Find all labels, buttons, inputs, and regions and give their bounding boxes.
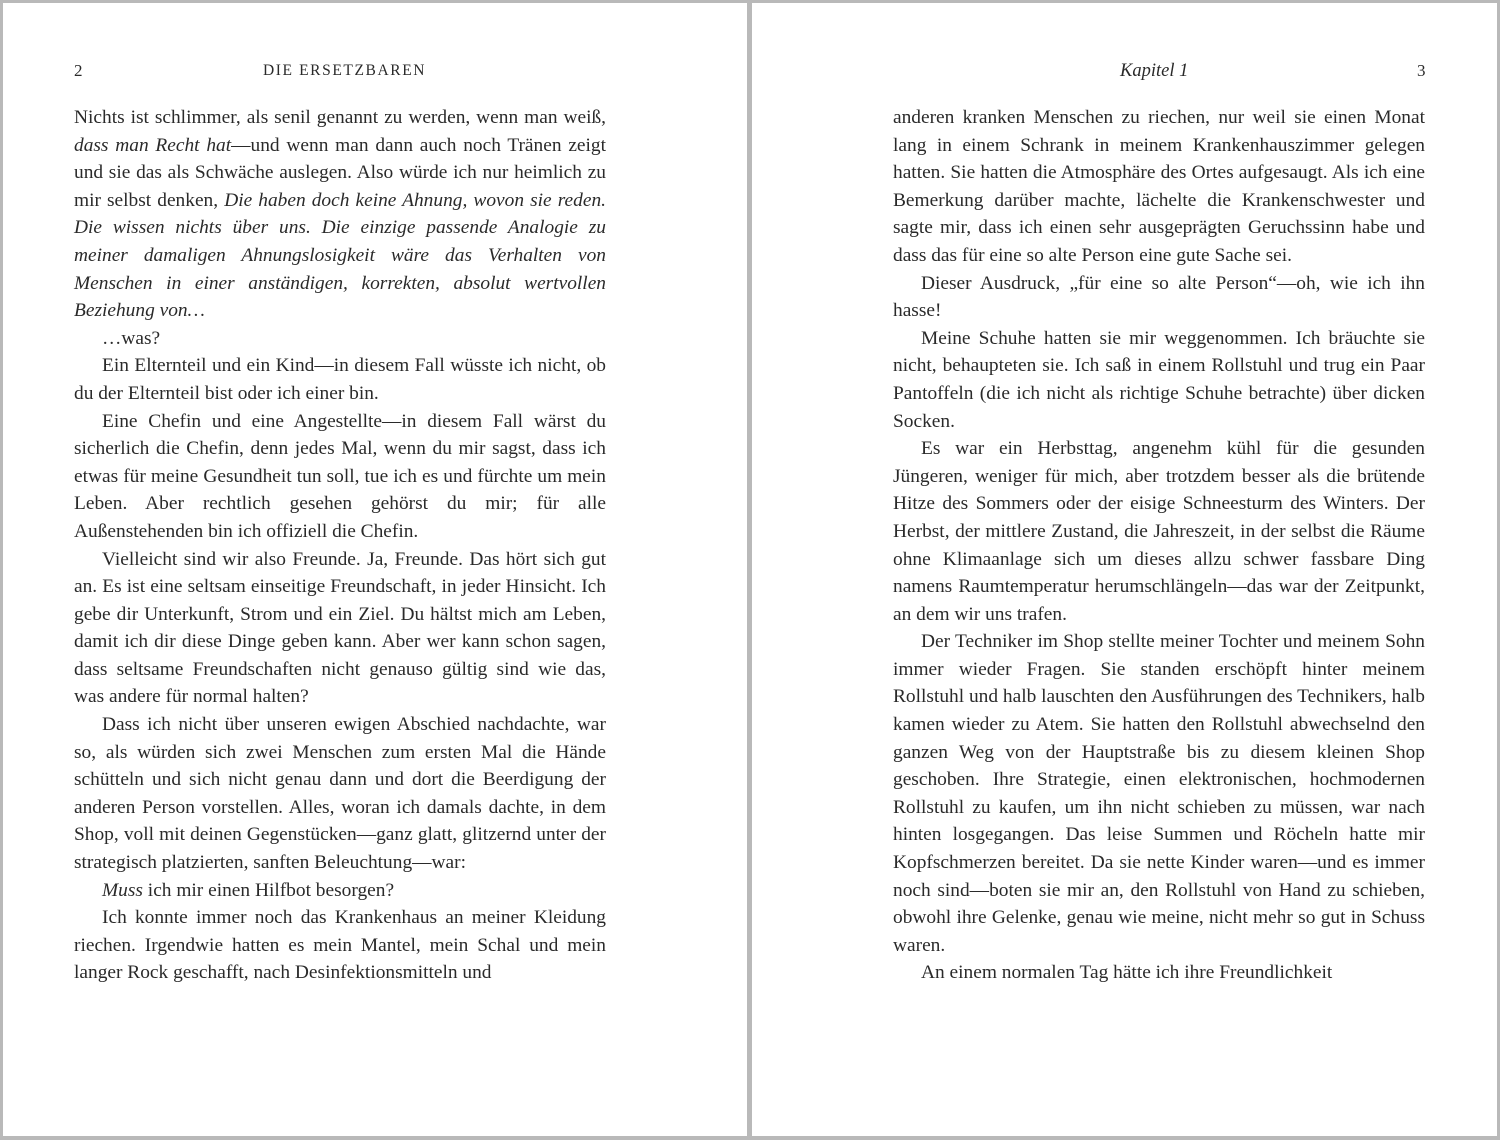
paragraph [893, 435, 1425, 628]
text-segment: —und wenn man dann auch noch Tränen zeigt und sie das als Schwäche auslegen. Also würde ich nur heimlich zu mir selbst denken, [74, 134, 606, 211]
text-segment: Dieser Ausdruck, „für eine so alte Person“—oh, wie ich ihn hasse! [893, 272, 1425, 322]
text-segment: An einem normalen Tag hätte ich ihre Freundlichkeit [921, 962, 1333, 984]
text-segment: anderen kranken Menschen zu riechen, nur weil sie einen Monat lang in einem Schrank in meinem Krankenhauszimmer gelegen hatten. Sie hatten die Atmosphäre des Ortes aufgesaugt. Als ich eine Bemerkung darüber machte, lächelte die Krankenschwester und sagte mir, dass ich einen sehr ausgeprägten Geruchssinn habe und dass das für eine so alte Person eine gute Sache sei. [893, 107, 1425, 266]
paragraph [74, 877, 606, 905]
page-number: 2 [74, 61, 83, 80]
right-page [752, 3, 1497, 1136]
italic-text: dass man Recht hat [74, 134, 232, 156]
italic-text: Die haben doch keine Ahnung, wovon sie reden. Die wissen nichts über uns. Die einzige passende Analogie zu meiner damaligen Ahnungslosigkeit wäre das Verhalten von Menschen in einer anständigen, korrekten, absolut wertvollen Beziehung von… [74, 189, 606, 322]
text-segment: Es war ein Herbsttag, angenehm kühl für die gesunden Jüngeren, weniger für mich, aber trotzdem besser als die brütende Hitze des Sommers oder der eisige Schneesturm des Winters. Der Herbst, der mittlere Zustand, die Jahreszeit, in der selbst die Räume ohne Klimaanlage sich um dieses allzu schwer fassbare Ding namens Raumtemperatur herumschlängeln—das war der Zeitpunkt, an dem wir uns trafen. [893, 438, 1425, 625]
paragraph [74, 352, 606, 407]
page-number: 3 [1417, 61, 1426, 80]
text-segment: Dass ich nicht über unseren ewigen Abschied nachdachte, war so, als würden sich zwei Menschen zum ersten Mal die Hände schütteln und sich nicht genau dann und dort die Beerdigung der anderen Person vorstellen. Alles, woran ich damals dachte, in dem Shop, voll mit deinen Gegenstücken—ganz glatt, glitzernd unter der strategisch platzierten, sanften Beleuchtung—war: [74, 714, 606, 874]
text-segment: Eine Chefin und eine Angestellte—in diesem Fall wärst du sicherlich die Chefin, denn jedes Mal, wenn du mir sagst, dass ich etwas für meine Gesundheit tun soll, tue ich es und fürchte um mein Leben. Aber rechtlich gesehen gehörst du mir; für alle Außenstehenden bin ich offiziell die Chefin. [74, 410, 606, 542]
paragraph [893, 325, 1425, 435]
paragraph [74, 711, 606, 877]
left-page [3, 3, 747, 1136]
text-segment: Der Techniker im Shop stellte meiner Tochter und meinem Sohn immer wieder Fragen. Sie standen erschöpft hinter meinem Rollstuhl und halb lauschten den Ausführungen des Technikers, halb kamen wieder zu Atem. Sie hatten den Rollstuhl abwechselnd den ganzen Weg von der Hauptstraße bis zu diesem kleinen Shop geschoben. Ihre Strategie, einen elektronischen, hochmodernen Rollstuhl zu kaufen, um ihn nicht schieben zu müssen, war nach hinten losgegangen. Das leise Summen und Röcheln hatte mir Kopfschmerzen bereitet. Da sie nette Kinder waren—und es immer noch sind—boten sie mir an, den Rollstuhl von Hand zu schieben, obwohl ihre Gelenke, genau wie meine, nicht mehr so gut in Schuss waren. [893, 631, 1425, 956]
paragraph [74, 325, 606, 353]
paragraph [893, 270, 1425, 325]
paragraph [74, 408, 606, 546]
running-header: DIE ERSETZBAREN [263, 62, 427, 79]
paragraph [74, 104, 606, 325]
paragraph [74, 546, 606, 712]
italic-text: Muss [102, 879, 143, 901]
text-segment: Ein Elternteil und ein Kind—in diesem Fall wüsste ich nicht, ob du der Elternteil bist oder ich einer bin. [74, 355, 606, 404]
chapter-header: Kapitel 1 [1120, 61, 1189, 81]
text-segment: Meine Schuhe hatten sie mir weggenommen. Ich bräuchte sie nicht, behaupteten sie. Ich saß in einem Rollstuhl und trug ein Paar Pantoffeln (die ich nicht als richtige Schuhe betrachte) über dicken Socken. [893, 327, 1425, 432]
text-segment: …was? [102, 327, 161, 349]
paragraph [74, 904, 606, 987]
text-segment: Ich konnte immer noch das Krankenhaus an meiner Kleidung riechen. Irgendwie hatten es mein Mantel, mein Schal und mein langer Rock geschafft, nach Desinfektionsmitteln und [74, 907, 606, 984]
text-segment: Nichts ist schlimmer, als senil genannt zu werden, wenn man weiß, [74, 107, 606, 128]
body-text [74, 104, 606, 987]
paragraph [893, 959, 1425, 987]
paragraph [893, 628, 1425, 959]
body-text [893, 104, 1425, 987]
text-segment: ich mir einen Hilfbot besorgen? [142, 879, 395, 901]
paragraph [893, 104, 1425, 270]
text-segment: Vielleicht sind wir also Freunde. Ja, Freunde. Das hört sich gut an. Es ist eine seltsam einseitige Freundschaft, in jeder Hinsicht. Ich gebe dir Unterkunft, Strom und ein Ziel. Du hältst mich am Leben, damit ich dir diese Dinge geben kann. Aber wer kann schon sagen, dass seltsame Freundschaften nicht genauso gültig sind wie das, was andere für normal halten? [74, 548, 606, 708]
